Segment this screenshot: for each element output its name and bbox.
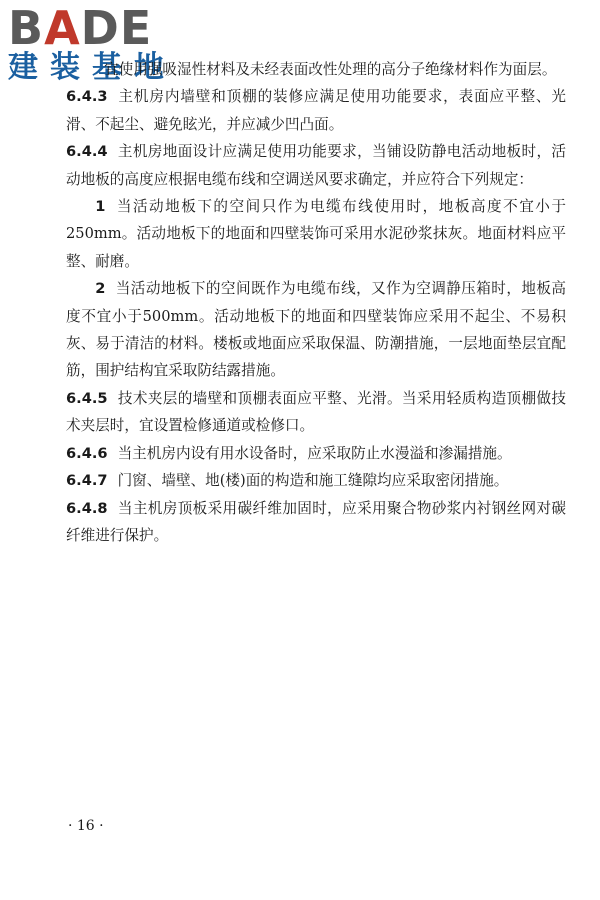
section-text: 当主机房内设有用水设备时，应采取防止水漫溢和渗漏措施。 — [117, 444, 512, 462]
section-number: 6.4.4 — [66, 143, 108, 161]
item-number: 1 — [95, 198, 106, 216]
section-number: 6.4.6 — [66, 444, 108, 462]
item-text: 当活动地板下的空间既作为电缆布线，又作为空调静压箱时，地板高度不宜小于500mm。活动地板下的地面和四壁装饰应采用不起尘、不易积灰、易于清洁的材料。楼板或地面应采取保温、防潮措施，一层地面垫层宜配筋，围护结构宜采取防结露措施。 — [66, 280, 566, 380]
watermark-logo-text — [8, 2, 188, 54]
section-6-4-3 — [66, 83, 566, 138]
list-item-1 — [66, 193, 566, 275]
section-number: 6.4.5 — [66, 389, 108, 407]
section-6-4-8 — [66, 495, 566, 550]
section-text: 技术夹层的墙壁和顶棚表面应平整、光滑。当采用轻质构造顶棚做技术夹层时，宜设置检修通道或检修口。 — [66, 389, 566, 435]
section-number: 6.4.7 — [66, 472, 108, 490]
section-6-4-7 — [66, 467, 566, 494]
item-number: 2 — [95, 280, 106, 298]
watermark-brand: BADE — [8, 1, 153, 55]
section-6-4-5 — [66, 385, 566, 440]
section-number: 6.4.8 — [66, 499, 108, 517]
list-item-2 — [66, 275, 566, 385]
section-6-4-4 — [66, 138, 566, 193]
page-number: · 16 · — [68, 818, 104, 834]
section-text: 当主机房顶板采用碳纤维加固时，应采用聚合物砂浆内衬钢丝网对碳纤维进行保护。 — [66, 499, 566, 544]
watermark-sub-text: 建装基地 — [8, 50, 176, 85]
section-number: 6.4.3 — [66, 88, 108, 106]
section-text: 主机房地面设计应满足使用功能要求，当铺设防静电活动地板时，活动地板的高度应根据电缆布线和空调送风要求确定，并应符合下列规定： — [66, 143, 566, 188]
section-text: 门窗、墙壁、地(楼)面的构造和施工缝隙均应采取密闭措施。 — [117, 472, 509, 490]
section-6-4-6 — [66, 440, 566, 467]
document-body — [66, 56, 566, 549]
item-text: 当活动地板下的空间只作为电缆布线使用时，地板高度不宜小于250mm。活动地板下的地面和四壁装饰可采用水泥砂浆抹灰。地面材料应平整、耐磨。 — [66, 198, 566, 270]
section-text: 主机房内墙壁和顶棚的装修应满足使用功能要求，表面应平整、光滑、不起尘、避免眩光，并应减少凹凸面。 — [66, 88, 566, 133]
continuation-paragraph: 宜使用强吸湿性材料及未经表面改性处理的高分子绝缘材料作为面层。 — [104, 61, 557, 78]
